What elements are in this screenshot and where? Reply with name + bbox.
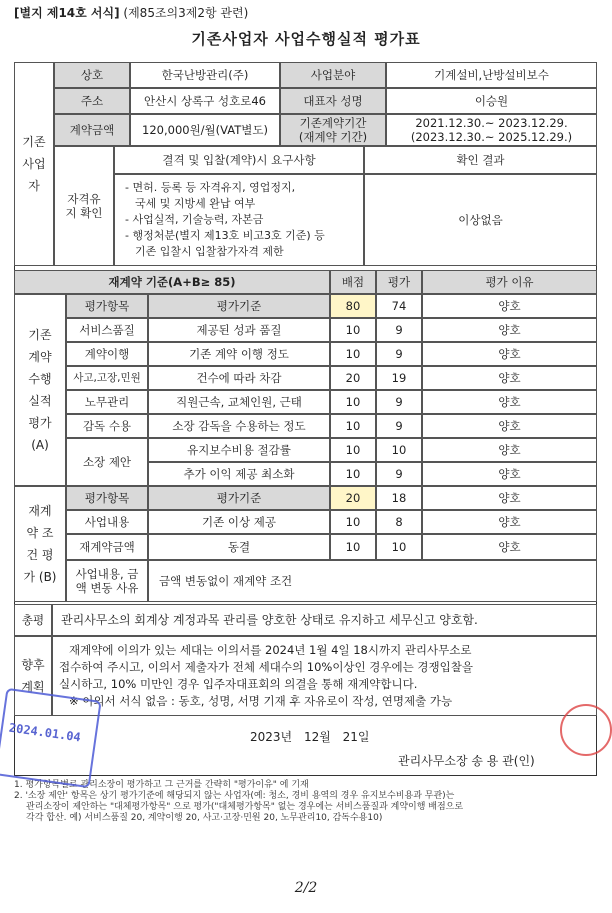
a-detail: 제공된 성과 품질 bbox=[148, 318, 330, 342]
a-score: 80 bbox=[330, 294, 376, 318]
qualification-label: 자격유지 확인 bbox=[54, 146, 114, 266]
representative-label: 대표자 성명 bbox=[280, 88, 386, 114]
stamp-date: 2024.01.04 bbox=[8, 720, 82, 745]
a-detail: 평가기준 bbox=[148, 294, 330, 318]
field-value: 기계설비,난방설비보수 bbox=[386, 62, 597, 88]
a-score: 20 bbox=[330, 366, 376, 390]
notes bbox=[14, 780, 597, 824]
a-score: 10 bbox=[330, 438, 376, 462]
a-reason: 양호 bbox=[422, 414, 597, 438]
plan-line: ※ 이의서 서식 없음 : 동호, 성명, 서명 기재 후 자유로이 작성, 연명제출 가능 bbox=[69, 694, 453, 708]
form-relation: (제85조의3제2항 관련) bbox=[123, 6, 249, 20]
b-item: 재계약금액 bbox=[66, 534, 148, 560]
a-detail: 추가 이익 제공 최소화 bbox=[148, 462, 330, 486]
a-detail: 기존 계약 이행 정도 bbox=[148, 342, 330, 366]
a-eval: 9 bbox=[376, 342, 422, 366]
name-label: 상호 bbox=[54, 62, 130, 88]
form-header bbox=[14, 4, 248, 21]
a-detail: 소장 감독을 수용하는 정도 bbox=[148, 414, 330, 438]
received-stamp bbox=[0, 688, 102, 789]
change-reason-value: 금액 변동없이 재계약 조건 bbox=[148, 560, 597, 602]
a-reason: 양호 bbox=[422, 342, 597, 366]
plan-line: 접수하여 주시고, 이의서 제출자가 전체 세대수의 10%이상인 경우에는 경쟁입찰을 bbox=[59, 660, 473, 674]
b-eval: 18 bbox=[376, 486, 422, 510]
b-item: 사업내용 bbox=[66, 510, 148, 534]
plan-label: 향후 계획 bbox=[14, 636, 52, 716]
a-detail: 건수에 따라 차감 bbox=[148, 366, 330, 390]
requirement-list bbox=[114, 174, 364, 266]
score-header: 배점 bbox=[330, 270, 376, 294]
a-reason: 양호 bbox=[422, 366, 597, 390]
a-item: 서비스품질 bbox=[66, 318, 148, 342]
b-score: 10 bbox=[330, 510, 376, 534]
page-number: 2/2 bbox=[294, 880, 318, 896]
a-item: 평가항목 bbox=[66, 294, 148, 318]
period-label-line1: 기존계약기간 bbox=[299, 116, 367, 130]
b-detail: 동결 bbox=[148, 534, 330, 560]
note-line: 각각 합산. 예) 서비스품질 20, 계약이행 20, 사고·고장·민원 20, 노무관리10, 감독수용10) bbox=[26, 813, 383, 823]
company-section-label: 기존 사업자 bbox=[14, 62, 54, 266]
page-title: 기존사업자 사업수행실적 평가표 bbox=[191, 30, 421, 48]
reason-header: 평가 이유 bbox=[422, 270, 597, 294]
result-header: 확인 결과 bbox=[364, 146, 597, 174]
a-detail: 유지보수비용 절감률 bbox=[148, 438, 330, 462]
qualification-result: 이상없음 bbox=[364, 174, 597, 266]
address-label: 주소 bbox=[54, 88, 130, 114]
a-eval: 9 bbox=[376, 462, 422, 486]
a-eval: 9 bbox=[376, 414, 422, 438]
requirement-item: 기존 입찰시 입찰참가자격 제한 bbox=[135, 245, 284, 258]
b-score: 20 bbox=[330, 486, 376, 510]
field-label: 사업분야 bbox=[280, 62, 386, 88]
a-reason: 양호 bbox=[422, 462, 597, 486]
a-eval: 9 bbox=[376, 318, 422, 342]
note-line: 1. 평가항목별로 관리소장이 평가하고 그 근거를 간략히 "평가이유" 에 기재 bbox=[14, 780, 309, 790]
a-item: 사고,고장,민원 bbox=[66, 366, 148, 390]
a-eval: 10 bbox=[376, 438, 422, 462]
a-item-proposal: 소장 제안 bbox=[66, 438, 148, 486]
b-detail: 기존 이상 제공 bbox=[148, 510, 330, 534]
period-label bbox=[280, 114, 386, 146]
b-item: 평가항목 bbox=[66, 486, 148, 510]
b-eval: 8 bbox=[376, 510, 422, 534]
note-line: 2. '소장 제안' 항목은 상기 평가기준에 해당되지 않는 사업자(예: 청소, 경비 용역의 경우 유지보수비용과 무관)는 bbox=[14, 791, 455, 801]
a-item: 계약이행 bbox=[66, 342, 148, 366]
requirement-item: - 행정처분(별지 제13호 비고3호 기준) 등 bbox=[125, 229, 325, 242]
form-number: [별지 제14호 서식] bbox=[14, 6, 120, 20]
criteria-label: 재계약 기준(A+B≥ 85) bbox=[14, 270, 330, 294]
amount-value: 120,000원/월(VAT별도) bbox=[130, 114, 280, 146]
b-reason: 양호 bbox=[422, 534, 597, 560]
signer: 관리사무소장 송 용 관(인) bbox=[398, 754, 535, 768]
b-eval: 10 bbox=[376, 534, 422, 560]
period-value-line1: 2021.12.30.~ 2023.12.29. bbox=[415, 116, 568, 130]
period-label-line2: (재계약 기간) bbox=[298, 130, 368, 144]
b-detail: 평가기준 bbox=[148, 486, 330, 510]
a-eval: 19 bbox=[376, 366, 422, 390]
plan-text bbox=[52, 636, 597, 716]
section-a-label: 기존 계약 수행 실적 평가 (A) bbox=[14, 294, 66, 486]
note-line: 관리소장이 제안하는 "대체평가항목" 으로 평가("대체평가항목" 없는 경우에는 서비스품질과 계약이행 배점으로 bbox=[26, 802, 464, 812]
summary-text: 관리사무소의 회계상 계정과목 관리를 양호한 상태로 유지하고 세무신고 양호함. bbox=[52, 604, 597, 636]
a-score: 10 bbox=[330, 342, 376, 366]
a-eval: 74 bbox=[376, 294, 422, 318]
address-value: 안산시 상록구 성호로46 bbox=[130, 88, 280, 114]
plan-line: 재계약에 이의가 있는 세대는 이의서를 2024년 1월 4일 18시까지 관리사무소로 bbox=[69, 643, 472, 657]
summary-label: 총평 bbox=[14, 604, 52, 636]
requirement-item: 국세 및 지방세 완납 여부 bbox=[135, 197, 256, 210]
requirement-item: - 면허. 등록 등 자격유지, 영업정지, bbox=[125, 181, 296, 194]
a-eval: 9 bbox=[376, 390, 422, 414]
a-score: 10 bbox=[330, 318, 376, 342]
a-item: 노무관리 bbox=[66, 390, 148, 414]
a-item: 감독 수용 bbox=[66, 414, 148, 438]
amount-label: 계약금액 bbox=[54, 114, 130, 146]
a-score: 10 bbox=[330, 390, 376, 414]
name-value: 한국난방관리(주) bbox=[130, 62, 280, 88]
period-value-line2: (2023.12.30.~ 2025.12.29.) bbox=[410, 130, 573, 144]
a-detail: 직원근속, 교체인원, 근태 bbox=[148, 390, 330, 414]
official-seal bbox=[560, 704, 612, 756]
b-score: 10 bbox=[330, 534, 376, 560]
a-reason: 양호 bbox=[422, 318, 597, 342]
a-reason: 양호 bbox=[422, 294, 597, 318]
a-reason: 양호 bbox=[422, 390, 597, 414]
representative-value: 이승원 bbox=[386, 88, 597, 114]
plan-line: 실시하고, 10% 미만인 경우 입주자대표회의 의결을 통해 재계약합니다. bbox=[59, 677, 418, 691]
b-reason: 양호 bbox=[422, 510, 597, 534]
a-score: 10 bbox=[330, 414, 376, 438]
eval-header: 평가 bbox=[376, 270, 422, 294]
change-reason-label: 사업내용, 금액 변동 사유 bbox=[66, 560, 148, 602]
a-reason: 양호 bbox=[422, 438, 597, 462]
period-value bbox=[386, 114, 597, 146]
a-score: 10 bbox=[330, 462, 376, 486]
requirement-header: 결격 및 입찰(계약)시 요구사항 bbox=[114, 146, 364, 174]
document-date: 2023년 12월 21일 bbox=[250, 730, 370, 744]
requirement-item: - 사업실적, 기술능력, 자본금 bbox=[125, 213, 264, 226]
b-reason: 양호 bbox=[422, 486, 597, 510]
section-b-label: 재계약 조건 평가 (B) bbox=[14, 486, 66, 602]
